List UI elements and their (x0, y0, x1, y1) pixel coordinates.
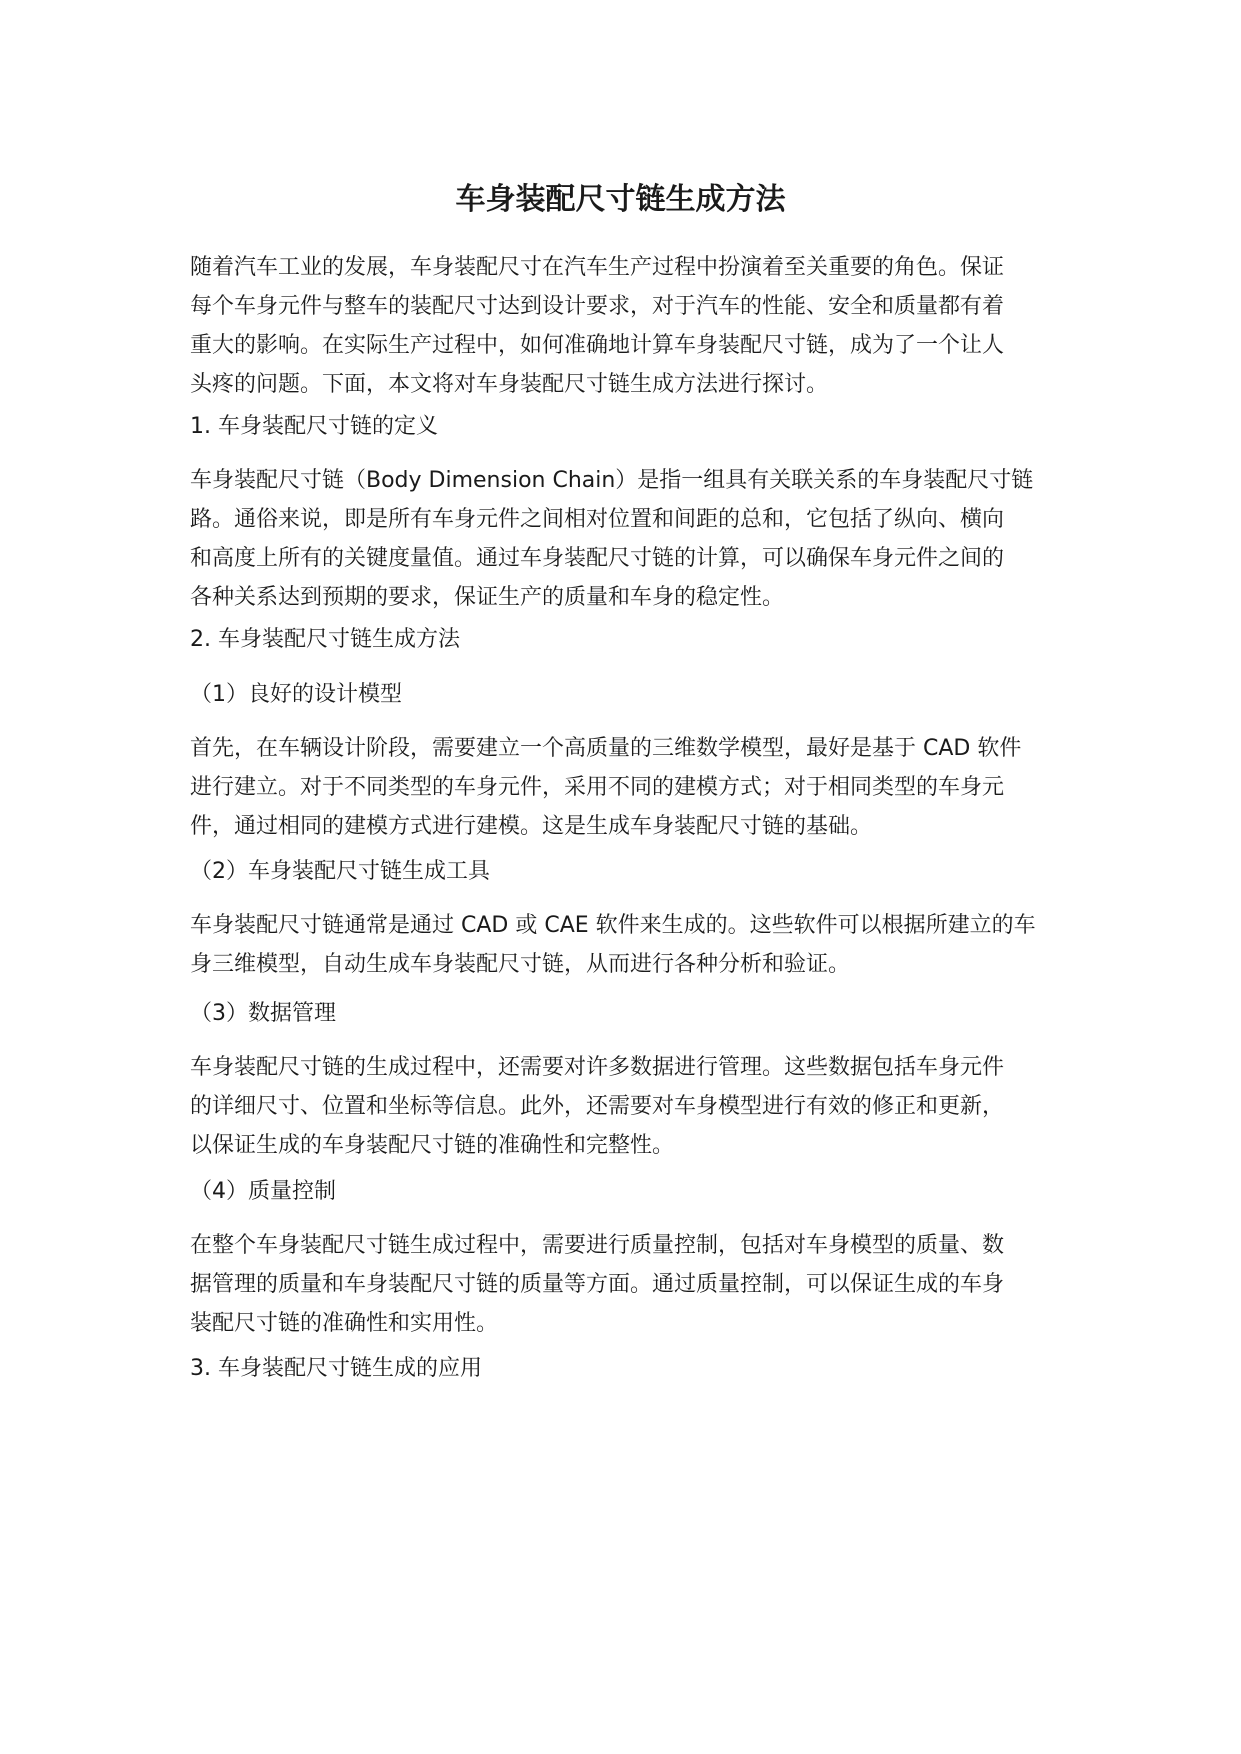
subsection-4-line: 据管理的质量和车身装配尺寸链的质量等方面。通过质量控制，可以保证生成的车身 (190, 1272, 1005, 1297)
subsection-2-heading: （2）车身装配尺寸链生成工具 (190, 859, 490, 884)
section-1-paragraph (190, 461, 1060, 617)
subsection-1-line: 进行建立。对于不同类型的车身元件，采用不同的建模方式；对于相同类型的车身元 (190, 775, 1005, 800)
intro-line: 重大的影响。在实际生产过程中，如何准确地计算车身装配尺寸链，成为了一个让人 (190, 333, 1005, 358)
subsection-2-line: 车身装配尺寸链通常是通过 CAD 或 CAE 软件来生成的。这些软件可以根据所建立的车 (190, 913, 1036, 938)
subsection-4-heading: （4）质量控制 (190, 1179, 336, 1204)
subsection-4-paragraph (190, 1226, 1060, 1343)
subsection-3-paragraph (190, 1048, 1060, 1165)
subsection-2-paragraph (190, 906, 1060, 984)
subsection-4-line: 装配尺寸链的准确性和实用性。 (190, 1311, 499, 1336)
intro-line: 头疼的问题。下面，本文将对车身装配尺寸链生成方法进行探讨。 (190, 372, 829, 397)
subsection-2-line: 身三维模型，自动生成车身装配尺寸链，从而进行各种分析和验证。 (190, 952, 851, 977)
subsection-1-heading: （1）良好的设计模型 (190, 682, 402, 707)
subsection-3-line: 车身装配尺寸链的生成过程中，还需要对许多数据进行管理。这些数据包括车身元件 (190, 1055, 1005, 1080)
section-1-line: 各种关系达到预期的要求，保证生产的质量和车身的稳定性。 (190, 585, 785, 610)
section-2-heading: 2. 车身装配尺寸链生成方法 (190, 627, 460, 652)
section-1-line: 和高度上所有的关键度量值。通过车身装配尺寸链的计算，可以确保车身元件之间的 (190, 546, 1005, 571)
document-title: 车身装配尺寸链生成方法 (455, 182, 786, 217)
subsection-3-line: 以保证生成的车身装配尺寸链的准确性和完整性。 (190, 1133, 675, 1158)
intro-paragraph (190, 248, 1060, 404)
intro-line: 每个车身元件与整车的装配尺寸达到设计要求，对于汽车的性能、安全和质量都有着 (190, 294, 1005, 319)
section-1-heading: 1. 车身装配尺寸链的定义 (190, 414, 438, 439)
section-1-line: 路。通俗来说，即是所有车身元件之间相对位置和间距的总和，它包括了纵向、横向 (190, 507, 1005, 532)
subsection-4-line: 在整个车身装配尺寸链生成过程中，需要进行质量控制，包括对车身模型的质量、数 (190, 1233, 1005, 1258)
subsection-1-line: 首先，在车辆设计阶段，需要建立一个高质量的三维数学模型，最好是基于 CAD 软件 (190, 736, 1022, 761)
subsection-3-heading: （3）数据管理 (190, 1001, 336, 1026)
subsection-3-line: 的详细尺寸、位置和坐标等信息。此外，还需要对车身模型进行有效的修正和更新， (190, 1094, 1005, 1119)
section-3-heading: 3. 车身装配尺寸链生成的应用 (190, 1356, 482, 1381)
subsection-1-paragraph (190, 729, 1060, 846)
intro-line: 随着汽车工业的发展，车身装配尺寸在汽车生产过程中扮演着至关重要的角色。保证 (190, 255, 1005, 280)
subsection-1-line: 件，通过相同的建模方式进行建模。这是生成车身装配尺寸链的基础。 (190, 814, 873, 839)
section-1-line: 车身装配尺寸链（Body Dimension Chain）是指一组具有关联关系的车身装配尺寸链 (190, 468, 1034, 493)
